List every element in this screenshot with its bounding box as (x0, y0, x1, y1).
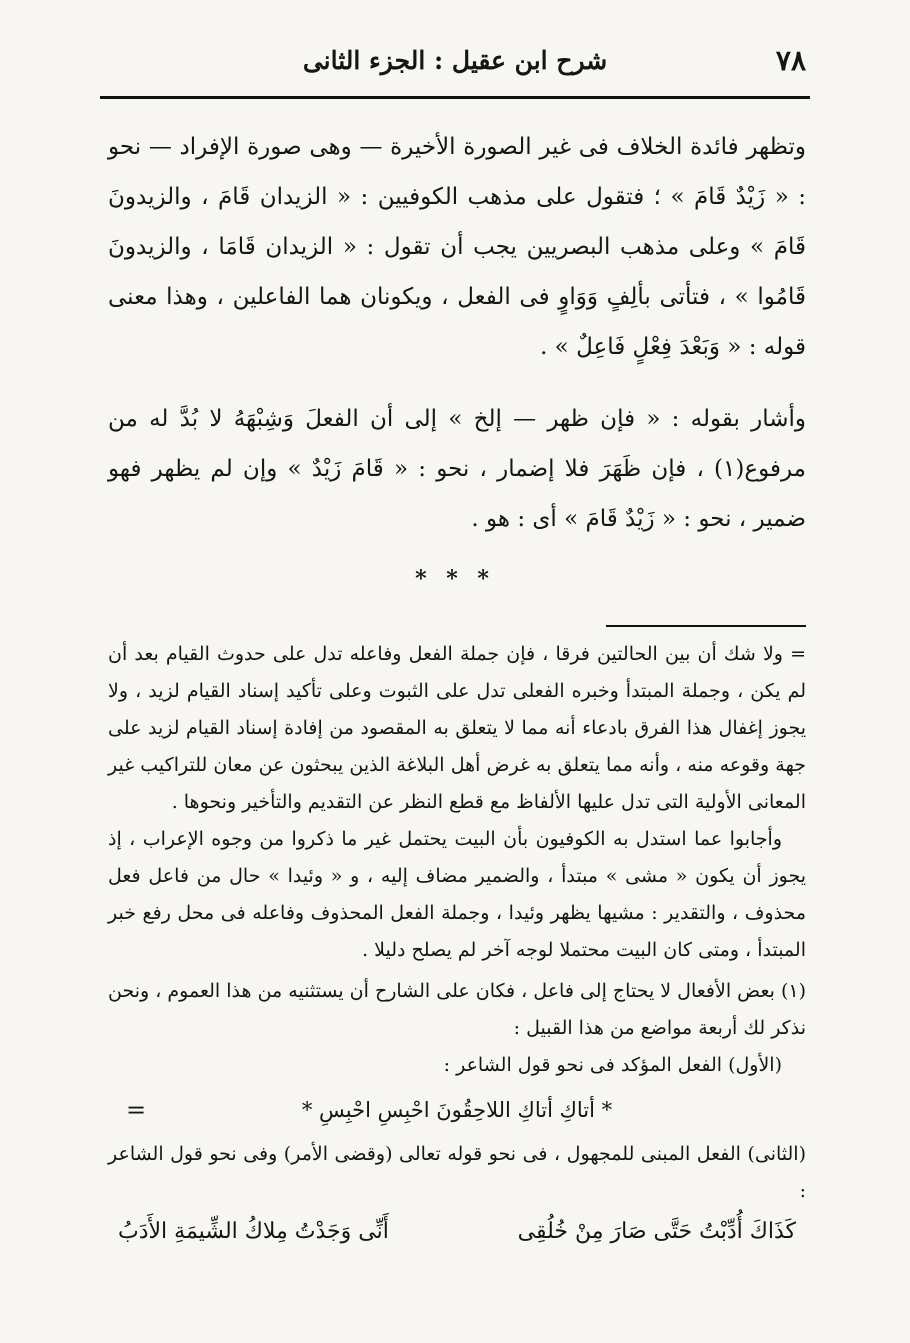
main-paragraph: وتظهر فائدة الخلاف فى غير الصورة الأخيرة — وهى صورة الإفراد — نحو : « زَيْدٌ قَامَ » ؛ فتقول على مذهب الكوفيين : « الزيدان قَامَ ، والزيدونَ قَامَ » وعلى مذهب البصريين يجب أن تقول : « الزيدان قَامَا ، والزيدونَ قَامُوا » ، فتأتى بألِفٍ وَوَاوٍ فى الفعل ، ويكونان هما الفاعلين ، وهذا معنى قوله : « وَبَعْدَ فِعْلٍ فَاعِلٌ » . (108, 134, 806, 360)
verse-line (108, 1086, 806, 1134)
footnote-paragraph: = ولا شك أن بين الحالتين فرقا ، فإن جملة الفعل وفاعله تدل على حدوث القيام بعد أن لم يكن ، وجملة المبتدأ وخبره الفعلى تدل على الثبوت وعلى تأكيد إسناد القيام لزيد ، ولا يجوز إغفال هذا الفرق بادعاء أنه مما لا يتعلق به المقصود من إفادة إسناد القيام لزيد على جهة وقوعه منه ، وأنه مما يتعلق به غرض أهل البلاغة الذين يبحثون عن معان للتراكيب غير المعانى الأولية التى تدل عليها الألفاظ مع قطع النظر عن التقديم والتأخير ونحوها . (108, 643, 806, 813)
footnote-paragraph: وأجابوا عما استدل به الكوفيون بأن البيت يحتمل غير ما ذكروا من وجوه الإعراب ، إذ يجوز أن يكون « مشى » مبتدأ ، والضمير مضاف إليه ، و « وئيدا » حال من فاعل فعل محذوف ، والتقدير : مشيها يظهر وئيدا ، وجملة الفعل المحذوف وفاعله فى محل رفع خبر المبتدأ ، ومتى كان البيت محتملا لوجه آخر لم يصلح دليلا . (108, 828, 806, 961)
continuation-mark: = (126, 1096, 147, 1124)
page-header (100, 36, 810, 99)
footnote-item-second: (الثانى) الفعل المبنى للمجهول ، فى نحو قوله تعالى (وقضى الأمر) وفى نحو قول الشاعر : (108, 1143, 806, 1202)
section-separator: * * * (415, 566, 495, 592)
footnotes (108, 636, 806, 1254)
footnote-1: (١) بعض الأفعال لا يحتاج إلى فاعل ، فكان على الشارح أن يستثنيه من هذا العموم ، ونحن نذكر لك أربعة مواضع من هذا القبيل : (108, 980, 806, 1039)
verse-hemistich: أَنِّى وَجَدْتُ مِلاكُ الشِّيمَةِ الأَدَبُ (118, 1219, 389, 1244)
main-paragraph: وأشار بقوله : « فإن ظهر — إلخ » إلى أن الفعلَ وَشِبْهَهُ لا بُدَّ له من مرفوع(١) ، فإن ظَهَرَ فلا إضمار ، نحو : « قَامَ زَيْدٌ » وإن لم يظهر فهو ضمير ، نحو : « زَيْدٌ قَامَ » أى : هو . (108, 406, 806, 532)
footnote-rule (606, 625, 806, 627)
verse-line (108, 1210, 806, 1254)
footnote-item-first: (الأول) الفعل المؤكد فى نحو قول الشاعر : (443, 1054, 782, 1076)
page-number: ٧٨ (775, 44, 806, 77)
verse-hemistich: كَذَاكَ أُدِّبْتُ حَتَّى صَارَ مِنْ خُلُقِى (517, 1219, 796, 1244)
verse-text: * أتاكِ أتاكِ اللاحِقُونَ احْبِسِ احْبِسِ * (301, 1098, 613, 1122)
main-text (108, 122, 806, 544)
running-title: شرح ابن عقيل : الجزء الثانى (302, 46, 608, 75)
